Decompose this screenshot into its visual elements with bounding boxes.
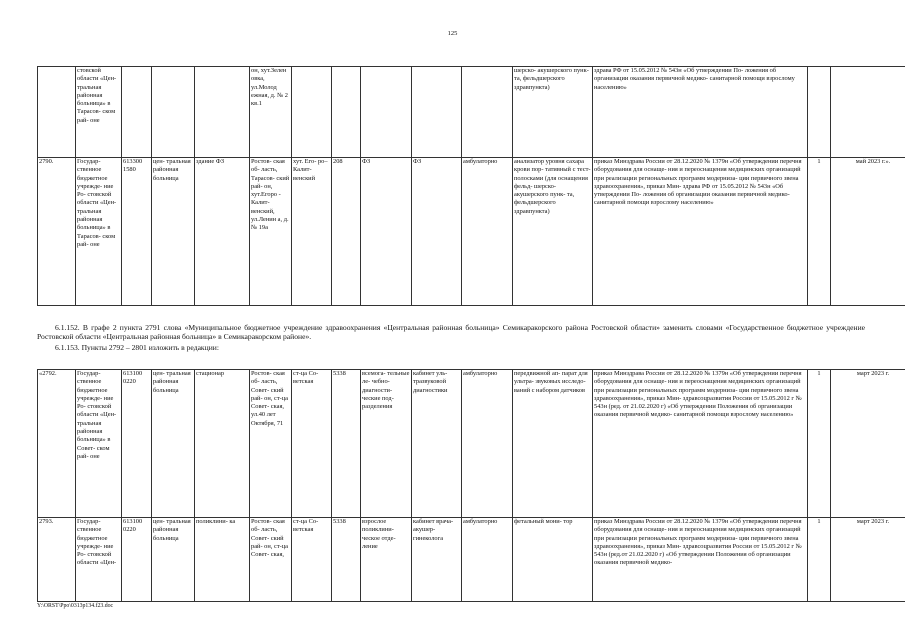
cell-number: «2792. — [38, 370, 76, 518]
cell-unit — [361, 67, 412, 158]
cell-number — [38, 67, 76, 158]
cell-locality-code — [332, 67, 361, 158]
cell-address: Ростов- ская об- ласть, Совет- ский рай- он, ст-ца Совет- ская, — [250, 518, 292, 602]
cell-department: стационар — [195, 370, 250, 518]
cell-institution: Государ- ственное бюджетное учрежде- ние Ро- стовской области «Цен- тральная районная больница» в Совет- ском рай- оне — [76, 370, 122, 518]
equipment-table-bottom — [37, 369, 905, 602]
cell-date — [831, 67, 905, 158]
cell-equipment: анализатор уровня сахара крови пор- тативный с тест- полосками (для оснащения фельд- шерско- акушерского пунк- та, фельдшерского здравпункта) — [513, 158, 593, 306]
table-row — [38, 158, 905, 306]
cell-type: цен- тральная районная больница — [152, 370, 195, 518]
cell-code — [122, 67, 152, 158]
cell-unit: ФЗ — [361, 158, 412, 306]
cell-code: 613100 0220 — [122, 370, 152, 518]
cell-quantity: 1 — [808, 518, 831, 602]
cell-department: здание ФЗ — [195, 158, 250, 306]
cell-equipment: фетальный мони- тор — [513, 518, 593, 602]
cell-date: март 2023 г. — [831, 518, 905, 602]
cell-locality-code: 5338 — [332, 370, 361, 518]
cell-locality: хут. Его- ро– Калит- венский — [292, 158, 332, 306]
cell-unit: взрослое поликлини- ческое отде- ление — [361, 518, 412, 602]
table-row — [38, 518, 905, 602]
cell-subunit: кабинет врача- акушер- гинеколога — [412, 518, 462, 602]
cell-quantity — [808, 67, 831, 158]
cell-address: Ростов- ская об- ласть, Тарасов- ский рай- он, хут.Егоро - Калит- венский, ул.Ленин а, д. № 19а — [250, 158, 292, 306]
cell-institution: Государ- ственное бюджетное учрежде- ние Ро- стовской области «Цен- — [76, 518, 122, 602]
cell-type: цен- тральная районная больница — [152, 518, 195, 602]
cell-care-form: амбулаторно — [462, 370, 513, 518]
cell-type — [152, 67, 195, 158]
cell-subunit — [412, 67, 462, 158]
cell-locality: ст-ца Со- ветская — [292, 370, 332, 518]
file-path-footer: Y:\ORST\Ppo\0313p134.f23.doc — [37, 603, 114, 609]
cell-equipment: передвижной ап- парат для ультра- звуковых исследо- ваний с набором датчиков — [513, 370, 593, 518]
cell-locality-code: 208 — [332, 158, 361, 306]
cell-unit: всемога- тельные ле- чебно- диагности- ческие под- разделения — [361, 370, 412, 518]
cell-care-form — [462, 67, 513, 158]
cell-department: поликлини- ка — [195, 518, 250, 602]
cell-quantity: 1 — [808, 370, 831, 518]
cell-type: цен- тральная районная больница — [152, 158, 195, 306]
cell-address: он, хут.Зелен овка, ул.Молод ежная, д. № 2 кв.1 — [250, 67, 292, 158]
paragraph-amendment-152: 6.1.152. В графе 2 пункта 2791 слова «Муниципальное бюджетное учреждение здравоохранения «Центральная районная больница» Семикаракорского района Ростовской области» заменить словами «Государственное бюджетное учреждение Ростовской области «Центральная районная больница» в Семикаракорском районе». — [37, 323, 865, 342]
cell-order: приказ Минздрава России от 28.12.2020 № 1379н «Об утверждении перечня оборудования для оснаще- ния и переоснащения медицинских организаций при реализации региональных программ модерниза- ции первичного звена здравоохранения», приказ Мин- здрава РФ от 15.05.2012 № 543н «Об утверждении По- ложения об организации оказания первичной медико- санитарной помощи взрослому населению» — [593, 158, 808, 306]
cell-subunit: кабинет уль- тразвуковой диагностики — [412, 370, 462, 518]
cell-address: Ростов- ская об- ласть, Совет- ский рай- он, ст-ца Совет- ская, ул.40 лет Октября, 71 — [250, 370, 292, 518]
table-row — [38, 370, 905, 518]
cell-number: 2793. — [38, 518, 76, 602]
equipment-table-top — [37, 66, 905, 306]
cell-locality-code: 5338 — [332, 518, 361, 602]
page-number: 125 — [447, 30, 458, 37]
cell-locality: ст-ца Со- ветская — [292, 518, 332, 602]
cell-order: приказ Минздрава России от 28.12.2020 № 1379н «Об утверждении перечня оборудования для оснаще- ния и переоснащения медицинских организаций при реализации региональных программ модерниза- ции первичного звена здравоохранения», приказ Мин- здравсоцразвития России от 15.05.2012 г № 543н (ред.от 21.02.2020 г) «Об утверждении Положения об организации оказания первичной медико- — [593, 518, 808, 602]
cell-date: март 2023 г. — [831, 370, 905, 518]
cell-care-form: амбулаторно — [462, 518, 513, 602]
cell-order: приказ Минздрава России от 28.12.2020 № 1379н «Об утверждении перечня оборудования для оснаще- ния и переоснащения медицинских организаций при реализации региональных программ модерниза- ции первичного звена здравоохранения», приказ Мин- здравсоцразвития России от 15.05.2012 г № 543н (ред. от 21.02.2020 г) «Об утверждении Положения об организации оказания первичной медико- санитарной помощи взрослому населению» — [593, 370, 808, 518]
cell-quantity: 1 — [808, 158, 831, 306]
cell-care-form: амбулаторно — [462, 158, 513, 306]
cell-institution: стовской области «Цен- тральная районная больница» в Тарасов- ском рай- оне — [76, 67, 122, 158]
cell-number: 2790. — [38, 158, 76, 306]
cell-code: 613100 0220 — [122, 518, 152, 602]
cell-order: здрава РФ от 15.05.2012 № 543н «Об утверждении По- ложения об организации оказания первичной медико- санитарной помощи взрослому населению» — [593, 67, 808, 158]
cell-locality — [292, 67, 332, 158]
cell-subunit: ФЗ — [412, 158, 462, 306]
table-row — [38, 67, 905, 158]
cell-institution: Государ- ственное бюджетное учрежде- ние Ро- стовской области «Цен- тральная районная больница» в Тарасов- ском рай- оне — [76, 158, 122, 306]
cell-code: 613300 1580 — [122, 158, 152, 306]
paragraph-amendment-153: 6.1.153. Пункты 2792 – 2801 изложить в редакции: — [55, 343, 219, 352]
cell-equipment: шерско- акушерского пунк- та, фельдшерского здравпункта) — [513, 67, 593, 158]
cell-date: май 2023 г.». — [831, 158, 905, 306]
cell-department — [195, 67, 250, 158]
